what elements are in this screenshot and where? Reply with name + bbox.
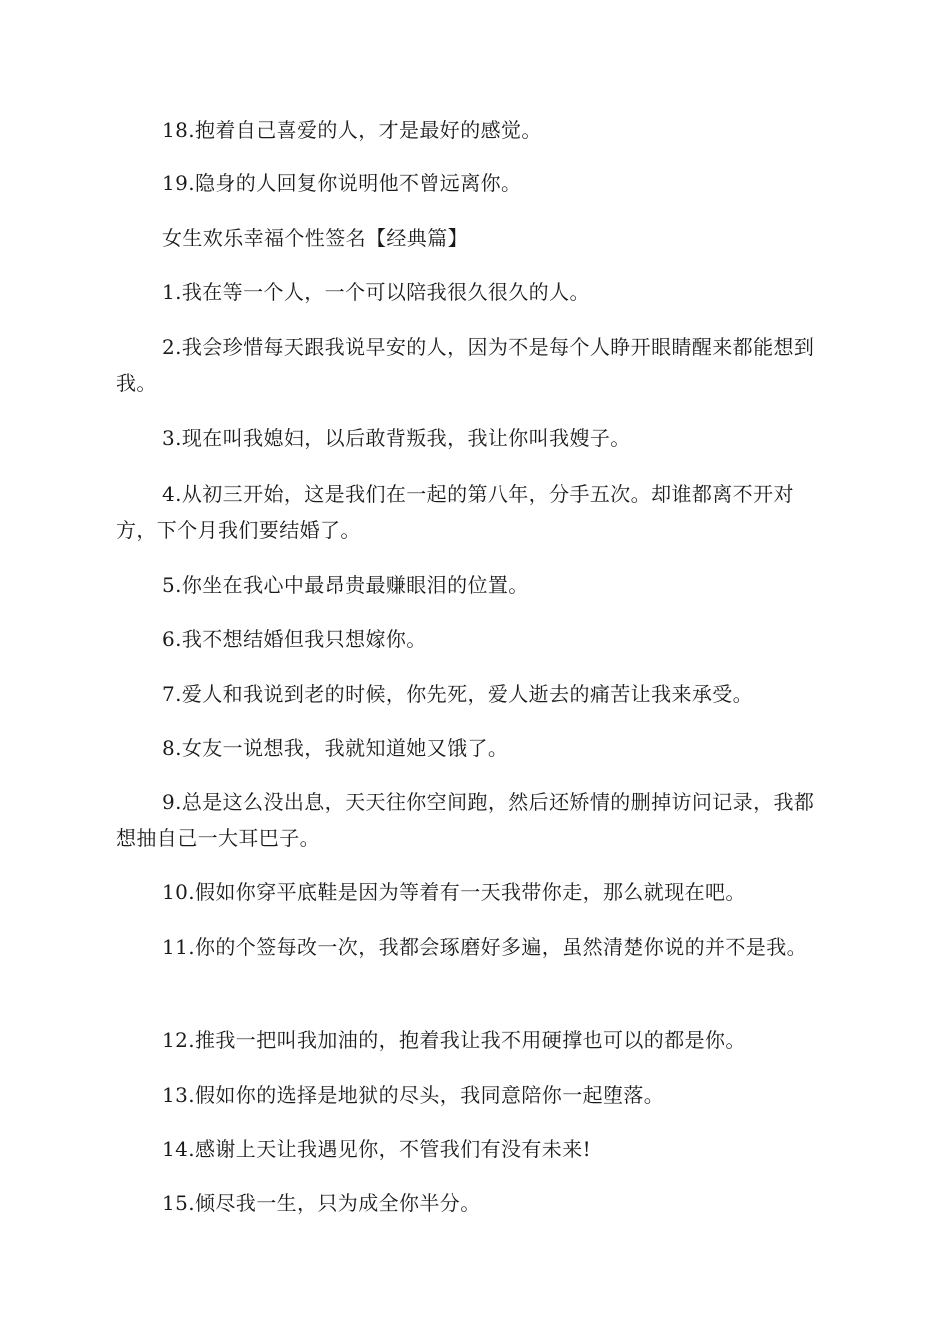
paragraph-7: 7.爱人和我说到老的时候，你先死，爱人逝去的痛苦让我来承受。 xyxy=(162,682,754,706)
paragraph-10: 10.假如你穿平底鞋是因为等着有一天我带你走，那么就现在吧。 xyxy=(162,880,746,904)
section-heading: 女生欢乐幸福个性签名【经典篇】 xyxy=(162,226,468,250)
paragraph-8: 8.女友一说想我，我就知道她又饿了。 xyxy=(162,736,509,760)
paragraph-3: 3.现在叫我媳妇，以后敢背叛我，我让你叫我嫂子。 xyxy=(162,426,631,450)
paragraph-9: 9.总是这么没出息，天天往你空间跑，然后还矫情的删掉访问记录，我都想抽自己一大耳巴子。 xyxy=(116,790,815,850)
paragraph-15: 15.倾尽我一生，只为成全你半分。 xyxy=(162,1191,481,1215)
paragraph-5: 5.你坐在我心中最昂贵最赚眼泪的位置。 xyxy=(162,573,529,597)
paragraph-4: 4.从初三开始，这是我们在一起的第八年，分手五次。却谁都离不开对方，下个月我们要结婚了。 xyxy=(116,482,794,542)
paragraph-19: 19.隐身的人回复你说明他不曾远离你。 xyxy=(162,171,522,195)
paragraph-6: 6.我不想结婚但我只想嫁你。 xyxy=(162,627,427,651)
paragraph-1: 1.我在等一个人，一个可以陪我很久很久的人。 xyxy=(162,280,590,304)
paragraph-18: 18.抱着自己喜爱的人，才是最好的感觉。 xyxy=(162,118,542,142)
paragraph-14: 14.感谢上天让我遇见你，不管我们有没有未来! xyxy=(162,1137,592,1161)
paragraph-13: 13.假如你的选择是地狱的尽头，我同意陪你一起堕落。 xyxy=(162,1083,665,1107)
paragraph-12: 12.推我一把叫我加油的，抱着我让我不用硬撑也可以的都是你。 xyxy=(162,1028,746,1052)
paragraph-11: 11.你的个签每改一次，我都会琢磨好多遍，虽然清楚你说的并不是我。 xyxy=(162,935,808,959)
paragraph-2: 2.我会珍惜每天跟我说早安的人，因为不是每个人睁开眼睛醒来都能想到我。 xyxy=(116,335,815,395)
